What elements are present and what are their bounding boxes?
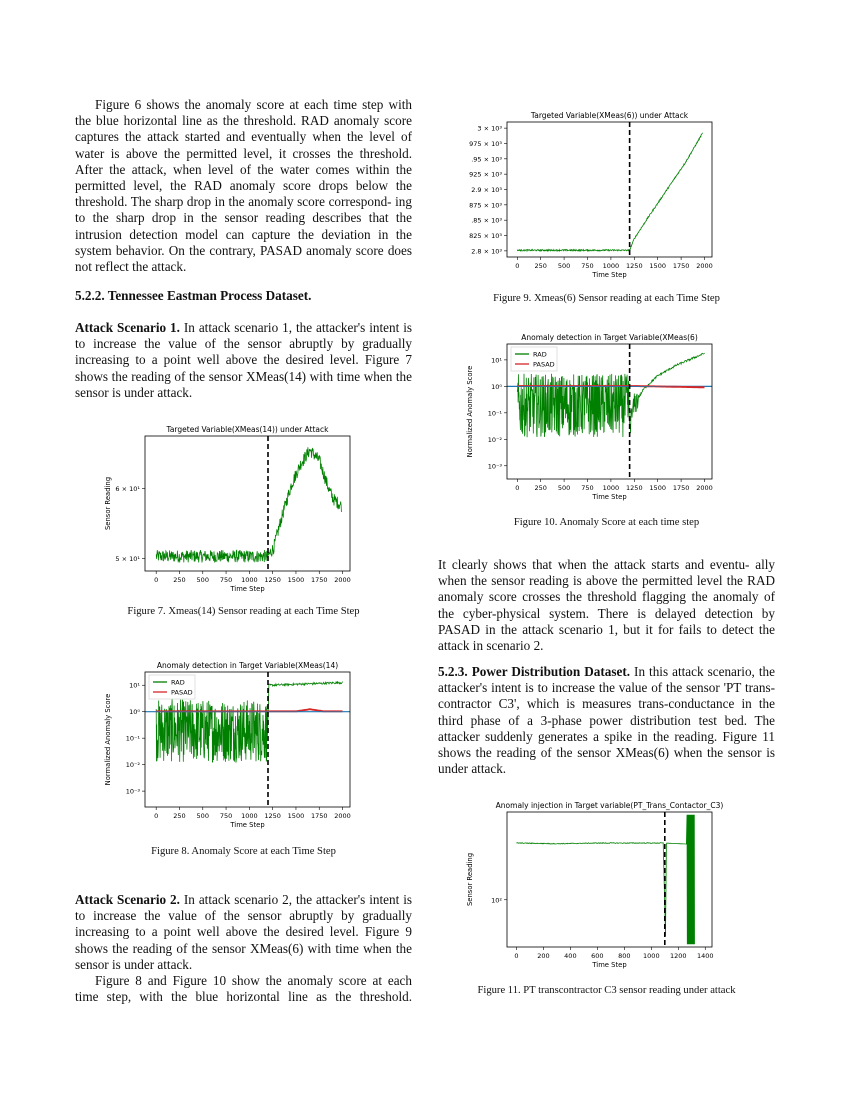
legend-label-pasad: PASAD — [533, 360, 555, 369]
figure-9-chart — [462, 106, 732, 281]
y-tick-label: .85 × 10³ — [471, 216, 502, 225]
y-tick-label: .95 × 10³ — [471, 155, 502, 164]
y-axis-label: Sensor Reading — [104, 476, 112, 531]
y-axis-label: Normalized Anomaly Score — [466, 365, 474, 458]
x-tick-label: 500 — [557, 262, 571, 270]
x-axis-label: Time Step — [230, 585, 265, 593]
x-tick-label: 0 — [515, 484, 520, 492]
legend-label-pasad: PASAD — [171, 688, 193, 697]
x-tick-label: 1000 — [602, 484, 620, 492]
x-tick-label: 1750 — [310, 812, 328, 820]
x-tick-label: 1750 — [672, 484, 690, 492]
y-tick-label: 975 × 10³ — [469, 139, 502, 148]
paragraph: Figure 8 and Figure 10 show the anomaly score at each time step, with the blue horizontal line as the threshold. — [75, 973, 412, 1005]
x-tick-label: 750 — [219, 576, 233, 584]
y-tick-label: 5 × 10¹ — [115, 554, 140, 563]
x-tick-label: 0 — [154, 576, 159, 584]
y-tick-label: 6 × 10¹ — [115, 484, 140, 493]
x-tick-label: 1400 — [696, 952, 714, 960]
figure-9-caption: Figure 9. Xmeas(6) Sensor reading at each Time Step — [493, 293, 720, 304]
series-line-xmeas-14- — [156, 447, 341, 562]
section-text: In this attack scenario, the attacker's intent is to increase the value of the sensor 'PT trans-contractor C3', which is measures trans-conductance in the third phase of a 3-phase power distribution test bed. The attacker suddenly generates a spike in the reading. Figure 11 shows the reading of the sensor XMeas(6) when the sensor is under attack. — [438, 664, 775, 777]
y-tick-label: 10⁻¹ — [125, 734, 140, 743]
chart-title: Anomaly detection in Target Variable(XMeas(6) — [521, 333, 698, 342]
figure-11-chart — [462, 798, 732, 973]
figure-7-chart — [95, 418, 365, 593]
x-tick-label: 500 — [196, 812, 209, 820]
y-tick-label: 825 × 10³ — [469, 232, 502, 241]
x-tick-label: 1000 — [241, 812, 258, 820]
x-tick-label: 1750 — [310, 576, 328, 584]
x-tick-label: 2000 — [696, 484, 713, 492]
y-tick-label: 10² — [491, 896, 502, 905]
x-axis-label: Time Step — [230, 821, 265, 829]
x-tick-label: 2000 — [696, 262, 713, 270]
x-tick-label: 600 — [591, 952, 604, 960]
legend — [511, 347, 557, 371]
x-tick-label: 750 — [581, 484, 594, 492]
y-tick-label: 10⁻² — [487, 435, 502, 444]
paragraph: It clearly shows that when the attack starts and eventu- ally when the sensor reading is above the permitted level the RAD anomaly score crosses the threshold flagging the anomaly of the cyber-physical system. There is delayed detection by PASAD in the attack scenario 1, but it for fails to detect the attack in scenario 2. — [438, 557, 775, 654]
series-line-pt-trans-contactor-c3 — [516, 815, 694, 945]
left-column-top — [75, 97, 412, 275]
legend — [149, 675, 195, 699]
x-tick-label: 1000 — [602, 262, 620, 270]
x-tick-label: 1000 — [241, 576, 258, 584]
x-tick-label: 750 — [219, 812, 233, 820]
y-tick-label: 10⁻² — [125, 761, 140, 770]
x-tick-label: 400 — [564, 952, 577, 960]
x-axis-label: Time Step — [592, 271, 627, 279]
x-tick-label: 1250 — [264, 812, 281, 820]
y-tick-label: 10⁻³ — [487, 462, 502, 471]
x-tick-label: 1000 — [643, 952, 660, 960]
section-heading-power: 5.2.3. Power Distribution Dataset. — [438, 664, 631, 679]
y-axis-label: Normalized Anomaly Score — [104, 693, 112, 786]
y-tick-label: 10⁻³ — [125, 787, 140, 796]
attack-scenario-1-paragraph — [75, 320, 412, 401]
figure-11-caption: Figure 11. PT transcontractor C3 sensor reading under attack — [477, 985, 736, 996]
right-column-paragraph — [438, 557, 775, 654]
x-tick-label: 1750 — [672, 262, 690, 270]
x-tick-label: 0 — [154, 812, 159, 820]
x-tick-label: 2000 — [334, 812, 351, 820]
x-tick-label: 2000 — [334, 576, 351, 584]
y-tick-label: 10⁰ — [491, 382, 502, 391]
x-tick-label: 250 — [534, 484, 547, 492]
scenario-text: In attack scenario 2, the attacker's intent is to increase the value of the sensor abruptly by gradually increasing to a point well above the desired level. Figure 9 shows the reading of the sensor XMeas(6) with time when the sensor is under attack. — [75, 892, 412, 972]
x-tick-label: 800 — [618, 952, 631, 960]
x-axis-label: Time Step — [592, 961, 627, 969]
figure-10-caption: Figure 10. Anomaly Score at each time step — [513, 517, 700, 528]
y-tick-label: 2.9 × 10³ — [471, 186, 502, 194]
y-tick-label: 875 × 10³ — [469, 201, 502, 210]
x-tick-label: 1200 — [670, 952, 687, 960]
x-tick-label: 500 — [196, 576, 209, 584]
figure-7-caption: Figure 7. Xmeas(14) Sensor reading at each Time Step — [127, 606, 360, 617]
chart-title: Targeted Variable(XMeas(6)) under Attack — [530, 111, 689, 120]
x-tick-label: 750 — [581, 262, 594, 270]
x-tick-label: 500 — [557, 484, 571, 492]
scenario-label: Attack Scenario 2. — [75, 892, 180, 907]
figure-8-chart — [95, 658, 365, 833]
x-tick-label: 200 — [537, 952, 550, 960]
paragraph: Figure 6 shows the anomaly score at each time step with the blue horizontal line as the threshold. RAD anomaly score captures the attack started and eventually when the level of water is above the permitted level, it crosses the threshold. After the attack, when level of the water comes within the permitted level, the RAD anomaly score drops below the threshold. The sharp drop in the anomaly score correspond- ing to the sharp drop in the sensor reading describes that the intrusion detection model can capture the deviation in the system behavior. On the contrary, PASAD anomaly score does not reflect the attack. — [75, 97, 412, 275]
series-line-xmeas-6- — [517, 133, 702, 251]
figure-10-chart — [462, 330, 732, 505]
x-tick-label: 0 — [515, 262, 520, 270]
y-tick-label: 10⁰ — [129, 708, 140, 717]
chart-title: Anomaly detection in Target Variable(XMeas(14) — [156, 661, 339, 670]
chart-title: Anomaly injection in Target variable(PT_Trans_Contactor_C3) — [495, 801, 724, 810]
x-tick-label: 1250 — [626, 484, 643, 492]
x-tick-label: 250 — [173, 576, 186, 584]
y-tick-label: 3 × 10³ — [477, 124, 502, 133]
y-tick-label: 2.8 × 10³ — [471, 247, 502, 256]
attack-scenario-2-paragraph — [75, 892, 412, 1005]
x-tick-label: 0 — [514, 952, 519, 960]
plot-frame — [507, 122, 712, 257]
scenario-text: In attack scenario 1, the attacker's intent is to increase the value of the sensor abruptly by gradually increasing to a point well above the desired level. Figure 7 shows the reading of the sensor XMeas(14) with time when the sensor is under attack. — [75, 320, 412, 400]
power-distribution-paragraph — [438, 664, 775, 777]
figure-8-caption: Figure 8. Anomaly Score at each Time Step — [151, 846, 336, 857]
y-tick-label: 925 × 10³ — [469, 170, 502, 179]
y-axis-label: Sensor Reading — [466, 852, 474, 907]
y-tick-label: 10⁻¹ — [487, 409, 502, 418]
scenario-label: Attack Scenario 1. — [75, 320, 180, 335]
x-tick-label: 250 — [173, 812, 186, 820]
legend-label-rad: RAD — [533, 350, 547, 359]
x-tick-label: 250 — [534, 262, 547, 270]
legend-label-rad: RAD — [171, 678, 185, 687]
x-tick-label: 1500 — [287, 576, 305, 584]
section-heading-tennessee: 5.2.2. Tennessee Eastman Process Dataset. — [75, 288, 312, 303]
y-tick-label: 10¹ — [491, 356, 502, 365]
y-tick-label: 10¹ — [129, 681, 140, 690]
x-tick-label: 1500 — [649, 484, 666, 492]
plot-frame — [507, 812, 712, 947]
x-tick-label: 1500 — [649, 262, 666, 270]
x-axis-label: Time Step — [592, 493, 627, 501]
x-tick-label: 1250 — [264, 576, 281, 584]
x-tick-label: 1250 — [626, 262, 643, 270]
x-tick-label: 1500 — [287, 812, 305, 820]
chart-title: Targeted Variable(XMeas(14)) under Attack — [166, 425, 329, 434]
